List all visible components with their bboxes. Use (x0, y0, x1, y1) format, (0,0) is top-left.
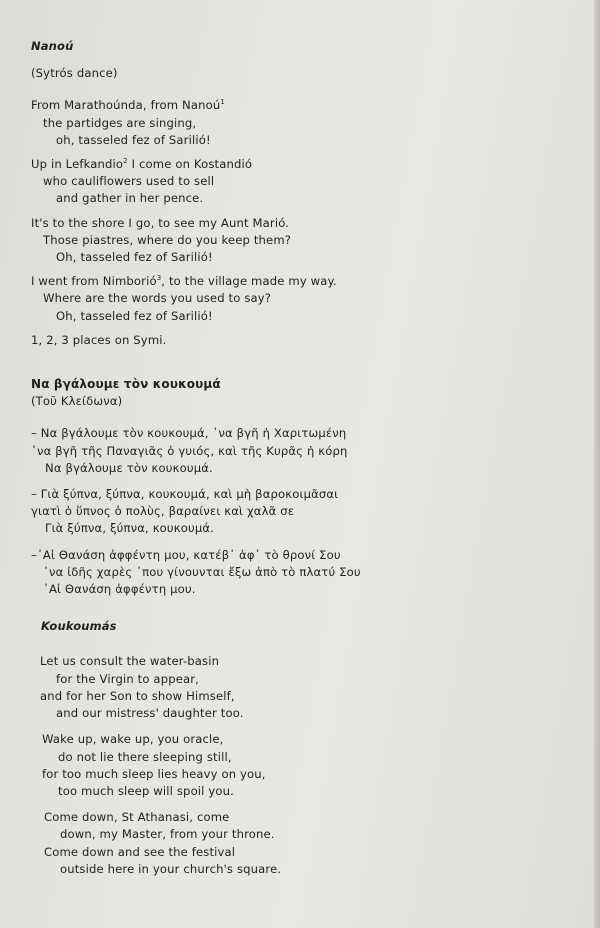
verse-line: do not lie there sleeping still, (58, 749, 232, 764)
koukoumas-stanza-3 (44, 809, 576, 878)
verse-line: ᾿Αἱ Θανάση ἀφφέντη μου. (43, 582, 196, 597)
verse-line: and gather in her pence. (56, 191, 204, 206)
nanou-stanza-3 (31, 215, 576, 267)
verse-line: ᾽να ἰδῆς χαρὲς ᾽που γίνουνται ἔξω ἀπὸ τὸ πλατύ Σου (43, 564, 361, 579)
footnote-marker: 3 (156, 274, 162, 283)
verse-line: Where are the words you used to say? (43, 291, 272, 306)
footnote-marker: 2 (123, 157, 128, 166)
verse-line: for the Virgin to appear, (56, 671, 199, 686)
footnote-marker: 1 (220, 98, 225, 107)
verse-line: Let us consult the water-basin (40, 654, 220, 669)
verse-line: for too much sleep lies heavy on you, (42, 766, 266, 781)
nanou-subtitle: (Sytrós dance) (31, 66, 118, 81)
verse-line: Up in Lefkandio$^2$ I come on Kostandió (31, 157, 253, 172)
verse-line: I went from Nimborió$^3$, to the village made my way. (31, 274, 337, 289)
greek-title: Να βγάλουμε τὸν κουκουμά (31, 377, 221, 392)
verse-line: Oh, tasseled fez of Sariliό! (56, 308, 213, 323)
verse-line: –᾿Αἱ Θανάση ἀφφέντη μου, κατέβ᾽ ἀφ᾽ τὸ θρονί Σου (31, 547, 341, 562)
verse-line: Oh, tasseled fez of Sariliό! (56, 250, 213, 265)
verse-line: who cauliflowers used to sell (43, 174, 215, 189)
verse-line: Those piastres, where do you keep them? (43, 232, 292, 247)
verse-line: outside here in your church's square. (60, 861, 282, 876)
nanou-stanza-2 (31, 156, 576, 208)
verse-line: and our mistress' daughter too. (56, 706, 244, 721)
verse-line: Wake up, wake up, you oracle, (42, 732, 224, 747)
verse-line: the partidges are singing, (43, 115, 197, 130)
koukoumas-stanza-1 (40, 653, 576, 722)
verse-line: too much sleep will spoil you. (58, 783, 234, 798)
koukoumas-title: Koukoumás (41, 619, 117, 634)
greek-stanza-2 (31, 486, 576, 538)
verse-line: oh, tasseled fez of Sariliό! (56, 132, 211, 147)
verse-line: Come down and see the festival (44, 844, 236, 859)
verse-line: – Γιὰ ξύπνα, ξύπνα, κουκουμά, καὶ μὴ βαροκοιμᾶσαι (31, 487, 339, 502)
verse-line: From Marathoúnda, from Nanoú$^1$ (31, 98, 225, 113)
verse-line: – Να βγάλουμε τὸν κουκουμά, ᾽να βγῆ ἡ Χαριτωμένη (31, 426, 347, 441)
verse-line: γιατὶ ὁ ὕπνος ὁ πολὺς, βαραίνει καὶ χαλᾶ σε (31, 504, 295, 519)
verse-line: Γιὰ ξύπνα, ξύπνα, κουκουμά. (45, 521, 215, 536)
nanou-footnote: 1, 2, 3 places on Symi. (31, 332, 167, 347)
greek-stanza-1 (31, 425, 576, 477)
verse-line: down, my Master, from your throne. (60, 827, 275, 842)
verse-line: ᾽να βγῆ τῆς Παναγιᾶς ὁ γυιός, καὶ τῆς Κυρᾶς ἡ κόρη (31, 443, 348, 458)
nanou-title: Nanoú (31, 39, 74, 53)
greek-subtitle: (Τοῦ Κλείδωνα) (31, 394, 123, 409)
verse-line: and for her Son to show Himself, (40, 688, 235, 703)
koukoumas-stanza-2 (42, 731, 576, 800)
page-content (31, 38, 576, 878)
verse-line: It's to the shore I go, to see my Aunt Marió. (31, 215, 290, 230)
greek-stanza-3 (31, 547, 576, 599)
page-edge-shadow (594, 0, 600, 928)
nanou-stanza-4 (31, 273, 576, 325)
nanou-stanza-1 (31, 97, 576, 149)
verse-line: Να βγάλουμε τὸν κουκουμά. (45, 460, 213, 475)
verse-line: Come down, St Athanasi, come (44, 810, 230, 825)
